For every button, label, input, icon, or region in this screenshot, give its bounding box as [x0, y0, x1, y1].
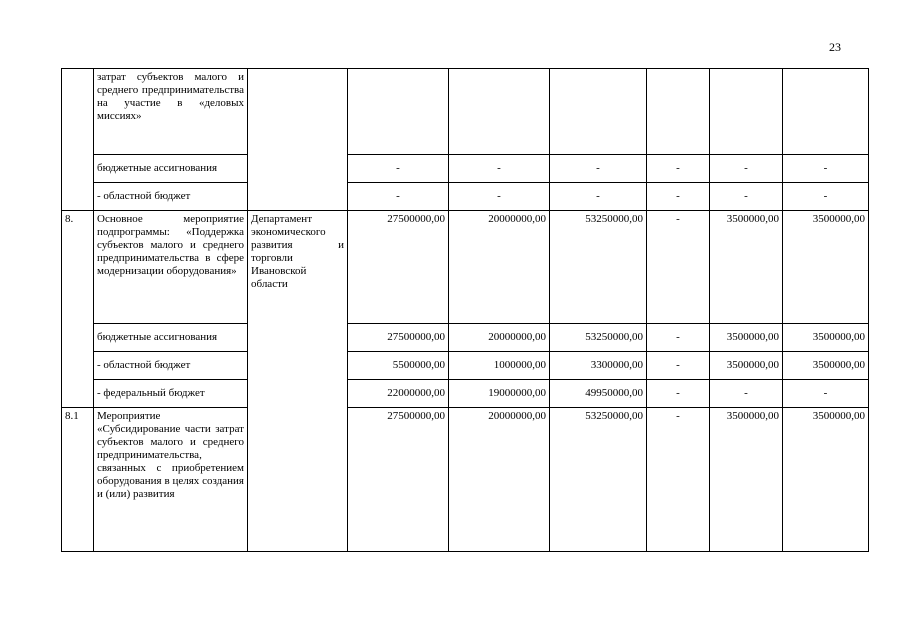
row-number-cell — [62, 69, 94, 211]
value-cell: 27500000,00 — [348, 211, 449, 324]
value-cell: - — [348, 183, 449, 211]
value-cell: 3300000,00 — [550, 352, 647, 380]
value-cell: 20000000,00 — [449, 408, 550, 552]
value-cell: 53250000,00 — [550, 324, 647, 352]
activity-name-cell: бюджетные ассигнования — [94, 324, 248, 352]
value-cell: 3500000,00 — [710, 352, 783, 380]
page-number: 23 — [829, 40, 841, 54]
value-cell: - — [783, 155, 869, 183]
value-cell: - — [550, 155, 647, 183]
value-cell: 1000000,00 — [449, 352, 550, 380]
table-row — [62, 352, 869, 380]
value-cell: - — [449, 155, 550, 183]
value-cell: 49950000,00 — [550, 380, 647, 408]
value-cell: - — [449, 183, 550, 211]
activity-name-cell: Мероприятие «Субсидирование части затрат субъектов малого и среднего предпринимательства, связанных с приобретением оборудования в целях создания и (или) развития — [94, 408, 248, 552]
value-cell: 3500000,00 — [783, 408, 869, 552]
activity-name-cell: - федеральный бюджет — [94, 380, 248, 408]
table-row — [62, 408, 869, 552]
value-cell: 20000000,00 — [449, 211, 550, 324]
table-row — [62, 380, 869, 408]
value-cell: - — [710, 380, 783, 408]
activity-name-cell: - областной бюджет — [94, 183, 248, 211]
value-cell: - — [710, 183, 783, 211]
value-cell: 3500000,00 — [783, 352, 869, 380]
table-row — [62, 324, 869, 352]
value-cell: - — [348, 155, 449, 183]
executor-cell — [248, 69, 348, 211]
value-cell — [449, 69, 550, 155]
value-cell — [710, 69, 783, 155]
value-cell: 5500000,00 — [348, 352, 449, 380]
value-cell — [348, 69, 449, 155]
value-cell: - — [647, 408, 710, 552]
value-cell — [783, 69, 869, 155]
value-cell: 20000000,00 — [449, 324, 550, 352]
value-cell: - — [783, 380, 869, 408]
value-cell: - — [550, 183, 647, 211]
value-cell: - — [783, 183, 869, 211]
row-number-cell: 8. — [62, 211, 94, 408]
value-cell: 3500000,00 — [710, 408, 783, 552]
activity-name-cell: бюджетные ассигнования — [94, 155, 248, 183]
value-cell: 3500000,00 — [710, 324, 783, 352]
activity-name-cell: затрат субъектов малого и среднего предпринимательства на участие в «деловых миссиях» — [94, 69, 248, 155]
value-cell: 27500000,00 — [348, 324, 449, 352]
value-cell: 3500000,00 — [783, 324, 869, 352]
activity-name-cell: Основное мероприятие подпрограммы: «Поддержка субъектов малого и среднего предпринимательства в сфере модернизации оборудования» — [94, 211, 248, 324]
value-cell: - — [647, 380, 710, 408]
value-cell: 53250000,00 — [550, 211, 647, 324]
executor-cell: Департамент экономического развития и торговли Ивановской области — [248, 211, 348, 552]
value-cell: - — [647, 211, 710, 324]
value-cell: 27500000,00 — [348, 408, 449, 552]
value-cell: - — [710, 155, 783, 183]
value-cell: 53250000,00 — [550, 408, 647, 552]
table-row — [62, 183, 869, 211]
row-number-cell: 8.1 — [62, 408, 94, 552]
value-cell — [550, 69, 647, 155]
table-row — [62, 155, 869, 183]
activity-name-cell: - областной бюджет — [94, 352, 248, 380]
value-cell: - — [647, 183, 710, 211]
table-row — [62, 211, 869, 324]
value-cell: - — [647, 155, 710, 183]
table-row — [62, 69, 869, 155]
budget-table — [61, 68, 869, 552]
value-cell: 22000000,00 — [348, 380, 449, 408]
value-cell — [647, 69, 710, 155]
value-cell: 3500000,00 — [710, 211, 783, 324]
value-cell: - — [647, 324, 710, 352]
value-cell: 19000000,00 — [449, 380, 550, 408]
value-cell: 3500000,00 — [783, 211, 869, 324]
value-cell: - — [647, 352, 710, 380]
